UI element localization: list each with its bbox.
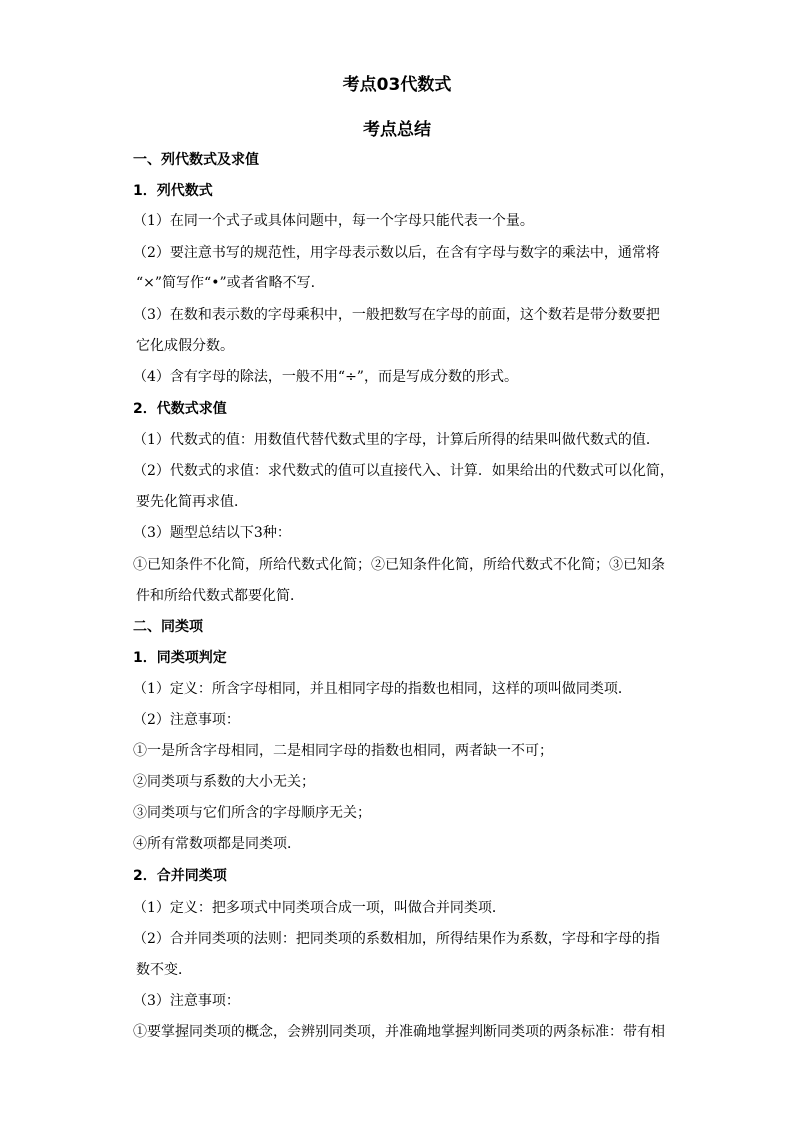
list-item: ①一是所含字母相同，二是相同字母的指数也相同，两者缺一不可； — [133, 743, 553, 759]
list-item: ④所有常数项都是同类项． — [133, 836, 301, 852]
paragraph: （3）题型总结以下3种： — [133, 525, 291, 541]
subsection-heading-1-2: 2．代数式求值 — [133, 401, 227, 417]
paragraph: ①已知条件不化简，所给代数式化简；②已知条件化简，所给代数式不化简；③已知条 — [133, 557, 665, 573]
paragraph: （1）定义：把多项式中同类项合成一项，叫做合并同类项． — [133, 900, 506, 916]
list-item: ①要掌握同类项的概念，会辨别同类项，并准确地掌握判断同类项的两条标准：带有相 — [133, 1024, 665, 1040]
paragraph: （1）定义：所含字母相同，并且相同字母的指数也相同，这样的项叫做同类项． — [133, 681, 632, 697]
paragraph: （2）要注意书写的规范性，用字母表示数以后，在含有字母与数字的乘法中，通常将 — [133, 245, 660, 261]
subsection-heading-2-2: 2．合并同类项 — [133, 868, 227, 884]
doc-title: 考点03代数式 — [342, 75, 452, 95]
paragraph-continuation: 件和所给代数式都要化简． — [136, 588, 304, 604]
paragraph: （4）含有字母的除法，一般不用“÷”，而是写成分数的形式。 — [133, 369, 518, 385]
paragraph-continuation: 它化成假分数。 — [136, 338, 234, 354]
paragraph-continuation: 数不变． — [136, 962, 192, 978]
list-item: ③同类项与它们所含的字母顺序无关； — [133, 805, 371, 821]
paragraph: （2）代数式的求值：求代数式的值可以直接代入、计算．如果给出的代数式可以化简， — [133, 463, 674, 479]
paragraph-continuation: “×”简写作“•”或者省略不写. — [136, 275, 316, 291]
paragraph: （3）在数和表示数的字母乘积中，一般把数写在字母的前面，这个数若是带分数要把 — [133, 307, 660, 323]
paragraph: （1）代数式的值：用数值代替代数式里的字母，计算后所得的结果叫做代数式的值． — [133, 432, 660, 448]
subsection-heading-1-1: 1．列代数式 — [133, 183, 213, 199]
paragraph: （1）在同一个式子或具体问题中，每一个字母只能代表一个量。 — [133, 213, 534, 229]
list-item: ②同类项与系数的大小无关； — [133, 774, 315, 790]
doc-subtitle: 考点总结 — [363, 120, 431, 140]
paragraph: （3）注意事项： — [133, 993, 240, 1009]
paragraph: （2）合并同类项的法则：把同类项的系数相加，所得结果作为系数，字母和字母的指 — [133, 931, 660, 947]
section-heading-1: 一、列代数式及求值 — [133, 152, 259, 168]
section-heading-2: 二、同类项 — [133, 619, 203, 635]
subsection-heading-2-1: 1．同类项判定 — [133, 650, 227, 666]
paragraph-continuation: 要先化简再求值． — [136, 494, 248, 510]
paragraph: （2）注意事项： — [133, 712, 240, 728]
